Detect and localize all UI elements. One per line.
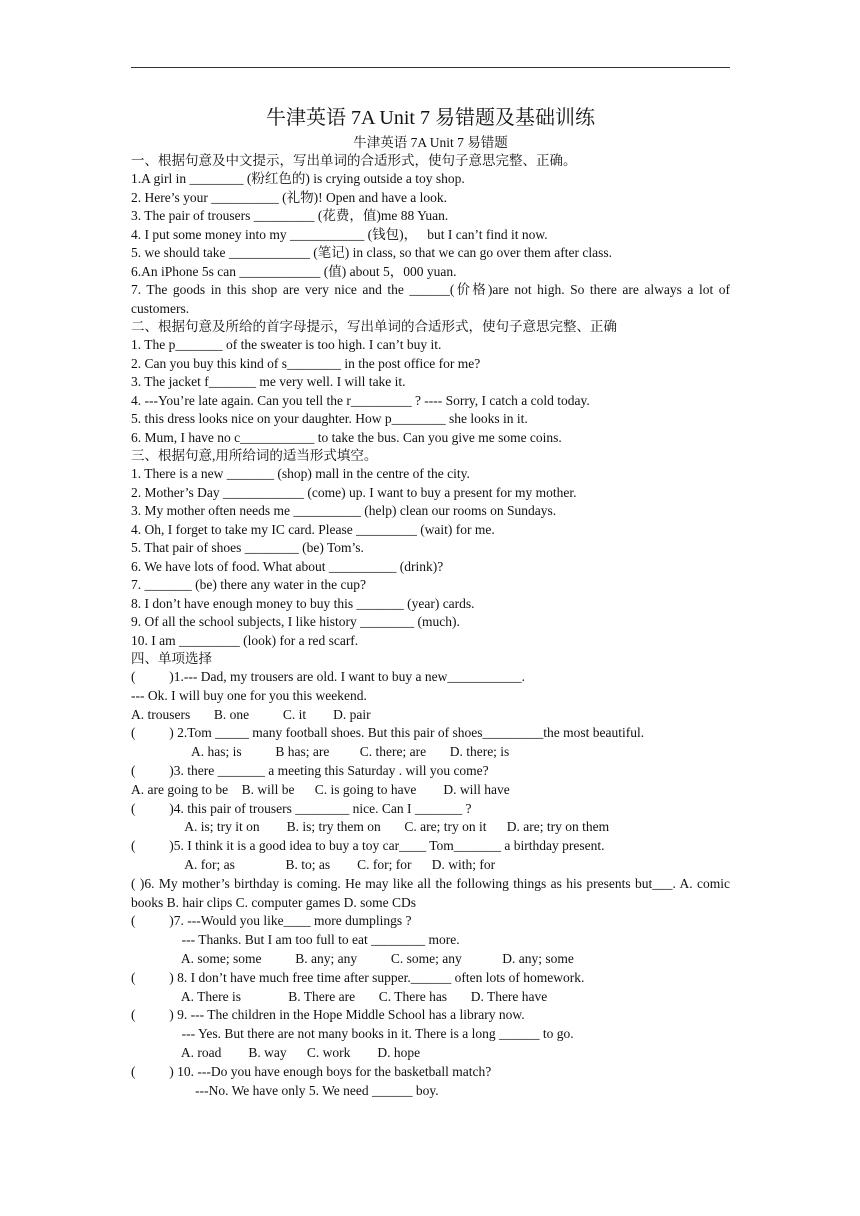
part1-item: 4. I put some money into my ___________ (钱包)， but I can’t find it now. [131,226,548,242]
part1-item: 5. we should take ____________ (笔记) in class, so that we can go over them after class. [131,245,613,260]
part3-heading: 三、根据句意,用所给词的适当形式填空。 [131,448,378,463]
part3-item: 8. I don’t have enough money to buy this _______ (year) cards. [131,595,475,611]
choice-question: --- Thanks. But I am too full to eat ________ more. [131,932,460,948]
part2-item: 3. The jacket f_______ me very well. I will take it. [131,374,406,389]
header-rule [131,67,730,68]
choice-question: ( )4. this pair of trousers ________ nice. Can I _______ ? [131,800,472,816]
choice-question: --- Yes. But there are not many books in it. There is a long ______ to go. [131,1026,574,1042]
part2-item: 1. The p_______ of the sweater is too high. I can’t buy it. [131,337,442,352]
choice-options: A. trousers B. one C. it D. pair [131,706,371,722]
choice-options: A. is; try it on B. is; try them on C. are; try on it D. are; try on them [131,819,610,835]
part4-heading: 四、单项选择 [131,651,212,666]
choice-options: A. road B. way C. work D. hope [131,1044,421,1060]
choice-question: ( )1.--- Dad, my trousers are old. I want to buy a new___________. [131,669,526,684]
part3-item: 2. Mother’s Day ____________ (come) up. I want to buy a present for my mother. [131,484,577,500]
choice-question: ( )6. My mother’s birthday is coming. He may like all the following things as his presents but___. A. comic books B. hair clips C. computer games D. some CDs [131,875,730,910]
part1-item: 7. The goods in this shop are very nice and the ______(价格)are not high. So there are always a lot of customers. [131,282,730,316]
part3-item: 6. We have lots of food. What about __________ (drink)? [131,558,444,574]
choice-options: A. for; as B. to; as C. for; for D. with; for [131,856,496,872]
part1-item: 3. The pair of trousers _________ (花费，值)me 88 Yuan. [131,208,449,223]
part1-item: 2. Here’s your __________ (礼物)! Open and have a look. [131,189,448,205]
choice-question: ( )7. ---Would you like____ more dumplings ? [131,913,412,929]
part3-item: 4. Oh, I forget to take my IC card. Please _________ (wait) for me. [131,521,495,537]
part3-item: 1. There is a new _______ (shop) mall in the centre of the city. [131,466,470,481]
part1-item: 6.An iPhone 5s can ____________ (值) about 5，000 yuan. [131,263,457,279]
part1-item: 1.A girl in ________ (粉红色的) is crying outside a toy shop. [131,171,465,186]
choice-question: --- Ok. I will buy one for you this weekend. [131,687,367,703]
page-title: 牛津英语 7A Unit 7 易错题及基础训练 [266,107,595,129]
choice-question: ( ) 2.Tom _____ many football shoes. But this pair of shoes_________the most beautiful. [131,725,645,741]
choice-question: ---No. We have only 5. We need ______ boy. [131,1082,439,1098]
choice-options: A. has; is B has; are C. there; are D. there; is [131,744,510,760]
choice-question: ( )3. there _______ a meeting this Saturday . will you come? [131,762,489,778]
choice-options: A. some; some B. any; any C. some; any D. any; some [131,950,574,966]
part2-item: 5. this dress looks nice on your daughter. How p________ she looks in it. [131,411,528,426]
choice-question: ( ) 9. --- The children in the Hope Middle School has a library now. [131,1007,525,1023]
worksheet [131,103,730,1100]
part1-heading: 一、根据句意及中文提示，写出单词的合适形式，使句子意思完整、正确。 [131,153,577,168]
part2-heading: 二、根据句意及所给的首字母提示，写出单词的合适形式，使句子意思完整、正确 [131,319,617,334]
part2-item: 6. Mum, I have no c___________ to take the bus. Can you give me some coins. [131,429,562,445]
choice-options: A. There is B. There are C. There has D. There have [131,988,548,1004]
choice-question: ( ) 10. ---Do you have enough boys for the basketball match? [131,1063,492,1079]
part2-item: 2. Can you buy this kind of s________ in the post office for me? [131,355,481,371]
choice-question: ( ) 8. I don’t have much free time after supper.______ often lots of homework. [131,969,585,985]
choice-question: ( )5. I think it is a good idea to buy a toy car____ Tom_______ a birthday present. [131,838,605,854]
part3-item: 9. Of all the school subjects, I like history ________ (much). [131,614,460,629]
part3-item: 10. I am _________ (look) for a red scarf. [131,632,359,648]
part3-item: 3. My mother often needs me __________ (help) clean our rooms on Sundays. [131,503,557,518]
page-subtitle: 牛津英语 7A Unit 7 易错题 [353,135,508,150]
part3-item: 5. That pair of shoes ________ (be) Tom’s. [131,540,364,555]
choice-options: A. are going to be B. will be C. is going to have D. will have [131,781,510,797]
part3-item: 7. _______ (be) there any water in the cup? [131,577,367,592]
part2-item: 4. ---You’re late again. Can you tell the r_________ ? ---- Sorry, I catch a cold today. [131,392,590,408]
